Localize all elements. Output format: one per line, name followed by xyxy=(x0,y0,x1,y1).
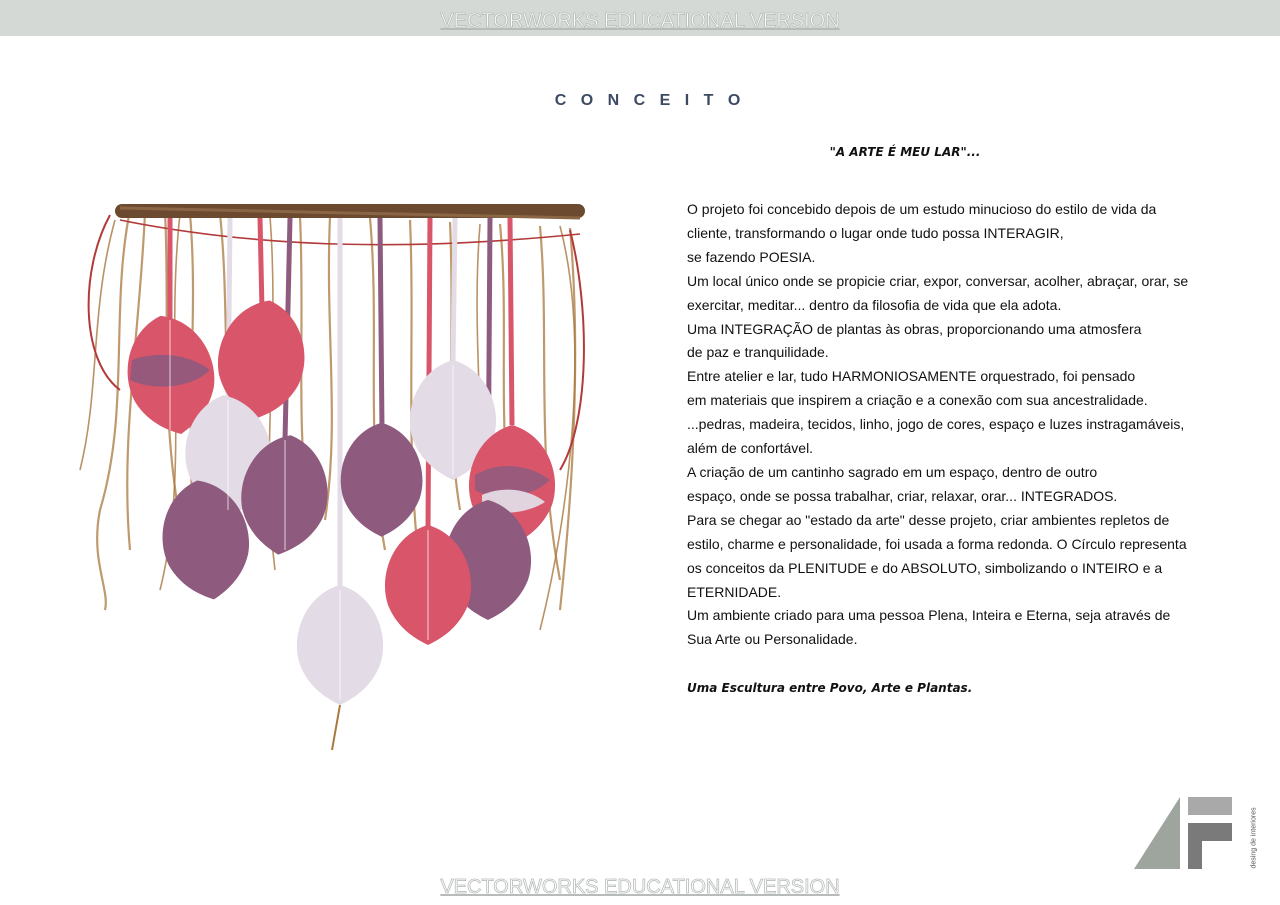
closing-line: Uma Escultura entre Povo, Arte e Plantas. xyxy=(687,681,973,695)
logo-caption: desing de interiores xyxy=(1250,807,1258,869)
watermark-top-bar xyxy=(0,0,1280,36)
concept-line: exercitar, meditar... dentro da filosofia de vida que ela adota. xyxy=(687,296,1062,313)
concept-line: de paz e tranquilidade. xyxy=(687,344,829,361)
watermark-bottom-bar xyxy=(0,876,1280,899)
concept-line: cliente, transformando o lugar onde tudo possa INTERAGIR, xyxy=(687,224,1064,241)
watermark-bottom-text: VECTORWORKS EDUCATIONAL VERSION xyxy=(440,876,840,898)
concept-quote: "A ARTE É MEU LAR"... xyxy=(829,145,981,159)
concept-line: espaço, onde se possa trabalhar, criar, relaxar, orar... INTEGRADOS. xyxy=(687,487,1118,504)
page-title: C O N C E I T O xyxy=(554,92,746,109)
concept-line: se fazendo POESIA. xyxy=(687,248,816,265)
concept-line: ETERNIDADE. xyxy=(687,583,782,600)
concept-line: além de confortável. xyxy=(687,440,814,457)
concept-line: em materiais que inspirem a criação e a conexão com sua ancestralidade. xyxy=(687,392,1148,409)
studio-logo-icon xyxy=(1130,795,1250,875)
concept-line: Uma INTEGRAÇÃO de plantas às obras, proporcionando uma atmosfera xyxy=(687,320,1142,337)
concept-line: Sua Arte ou Personalidade. xyxy=(687,631,858,648)
concept-line: estilo, charme e personalidade, foi usada a forma redonda. O Círculo representa xyxy=(687,535,1187,552)
concept-line: Um local único onde se propicie criar, expor, conversar, acolher, abraçar, orar, se xyxy=(687,272,1189,289)
concept-line: ...pedras, madeira, tecidos, linho, jogo de cores, espaço e luzes instragamáveis, xyxy=(687,416,1185,433)
concept-line: A criação de um cantinho sagrado em um espaço, dentro de outro xyxy=(687,463,1098,480)
concept-line: os conceitos da PLENITUDE e do ABSOLUTO, simbolizando o INTEIRO e a xyxy=(687,559,1163,576)
concept-line: Entre atelier e lar, tudo HARMONIOSAMENTE orquestrado, foi pensado xyxy=(687,368,1136,385)
watermark-top-text: VECTORWORKS EDUCATIONAL VERSION xyxy=(440,10,840,32)
concept-line: Para se chegar ao "estado da arte" desse projeto, criar ambientes repletos de xyxy=(687,511,1170,528)
concept-line: Um ambiente criado para uma pessoa Plena, Inteira e Eterna, seja através de xyxy=(687,607,1171,624)
macrame-leaf-wall-hanging-icon xyxy=(70,190,600,760)
concept-body xyxy=(687,198,1207,652)
concept-line: O projeto foi concebido depois de um estudo minucioso do estilo de vida da xyxy=(687,201,1157,217)
